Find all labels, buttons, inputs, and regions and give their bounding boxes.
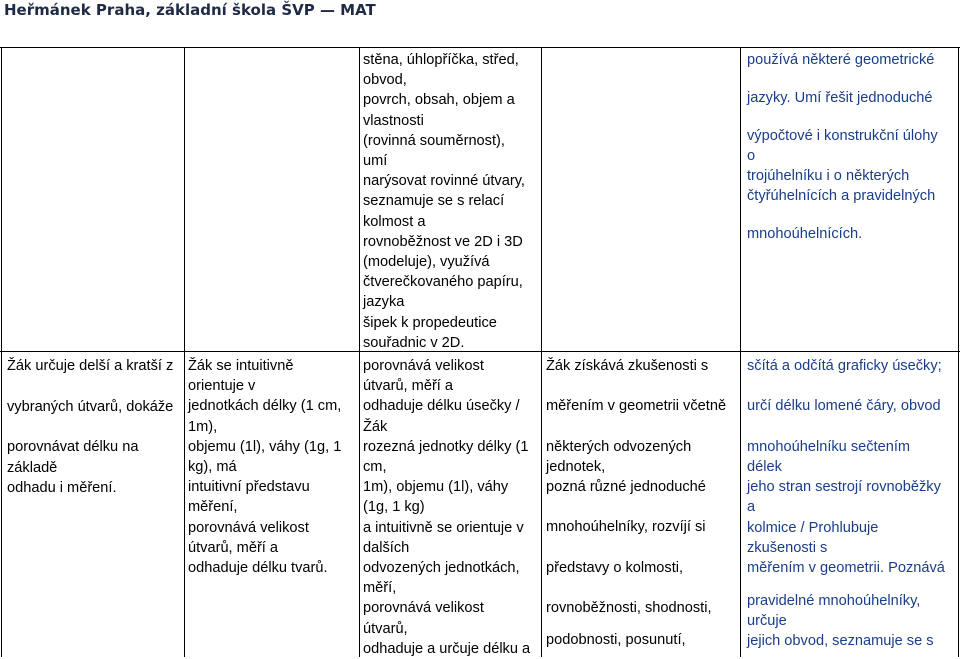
cell-bottom-col2 [188, 356, 341, 578]
cell-line: narýsovat rovinné útvary, [363, 173, 525, 190]
cell-line: Žák určuje delší a kratší z [7, 358, 174, 374]
cell-bottom-col1 [7, 356, 173, 499]
cell-line: výpočtové i konstrukční úlohy [747, 128, 938, 144]
cell-line: útvarů, [363, 620, 408, 637]
cell-line: 1m), [188, 418, 218, 435]
cell-line: a [747, 499, 756, 516]
cell-line: čtverečkovaného papíru, [363, 274, 523, 291]
cell-line: Žák získává zkušenosti s [546, 358, 709, 374]
cell-line: jednotek, [546, 458, 606, 475]
cell-line: kolmice / Prohlubuje [747, 519, 879, 536]
cell-line: jeho stran sestrojí rovnoběžky [747, 479, 941, 496]
cell-line: Žák se intuitivně [188, 358, 294, 374]
cell-line: pravidelné mnohoúhelníky, [747, 592, 921, 609]
cell-line: souřadnic v 2D. [363, 334, 465, 351]
cell-line: kolmost a [363, 213, 426, 230]
column-divider-1 [184, 47, 185, 657]
cell-line: porovnává velikost [363, 358, 484, 374]
cell-line: umí [363, 153, 388, 170]
document-title: Heřmánek Praha, základní škola ŠVP — MAT [4, 1, 376, 19]
cell-line: a intuitivně se orientuje v [363, 519, 524, 536]
cell-line: rozezná jednotky délky (1 [363, 438, 529, 455]
cell-line: jazyka [363, 294, 405, 311]
cell-line: odvozených jednotkách, [363, 560, 520, 577]
cell-bottom-col4 [546, 356, 726, 651]
cell-line: mnohoúhelníky, rozvíjí si [546, 519, 706, 536]
cell-line: objemu (1l), váhy (1g, 1 [188, 438, 342, 455]
cell-line: měřením v geometrii včetně [546, 398, 727, 415]
cell-line: jednotkách délky (1 cm, [188, 398, 342, 415]
column-divider-2 [359, 47, 360, 657]
cell-line: (1g, 1 kg) [363, 499, 425, 516]
cell-line: Žák [363, 418, 388, 435]
cell-line: měřením v geometrii. Poznává [747, 560, 945, 577]
cell-line: odhaduje a určuje délku a [363, 640, 531, 657]
cell-line: rovnoběžnost ve 2D i 3D [363, 233, 523, 250]
cell-line: jejich obvod, seznamuje se s [747, 633, 934, 650]
cell-line: kg), má [188, 459, 237, 476]
cell-bottom-col3 [363, 356, 530, 659]
cell-line: sčítá a odčítá graficky úsečky; [747, 358, 942, 374]
table-right-border [958, 47, 959, 657]
column-divider-3 [541, 47, 542, 657]
cell-line: rovnoběžnosti, shodnosti, [546, 600, 712, 617]
cell-line: podobnosti, posunutí, [546, 632, 686, 649]
cell-line: vlastnosti [363, 112, 424, 129]
cell-line: intuitivní představu [188, 479, 310, 496]
cell-line: základě [7, 459, 58, 476]
cell-line: určí délku lomené čáry, obvod [747, 398, 941, 415]
cell-line: trojúhelníku i o některých [747, 168, 910, 184]
cell-line: zkušenosti s [747, 540, 828, 557]
table-top-border [0, 47, 960, 48]
cell-line: šipek k propedeutice [363, 314, 497, 331]
cell-line: porovnává velikost [363, 600, 484, 617]
cell-line: používá některé geometrické [747, 52, 935, 68]
cell-top-col3 [363, 50, 525, 353]
cell-line: seznamuje se s relací [363, 193, 505, 210]
cell-line: mnohoúhelníku sečtením [747, 438, 911, 455]
cell-line: čtyřúhelnících a pravidelných [747, 188, 936, 204]
cell-line: měří, [363, 580, 397, 597]
cell-line: 1m), objemu (1l), váhy [363, 479, 509, 496]
cell-line: útvarů, měří a [188, 539, 279, 556]
cell-line: o [747, 148, 756, 164]
cell-line: některých odvozených [546, 438, 692, 455]
cell-line: povrch, obsah, objem a [363, 92, 515, 109]
cell-line: odhaduje délku úsečky / [363, 398, 520, 415]
cell-line: odhadu i měření. [7, 480, 117, 496]
cell-line: porovnává velikost [188, 519, 309, 536]
cell-line: vybraných útvarů, dokáže [7, 398, 174, 415]
cell-bottom-col5 [747, 356, 945, 652]
column-divider-4 [740, 47, 741, 657]
cell-line: délek [747, 458, 782, 475]
cell-line: (rovinná souměrnost), [363, 132, 505, 149]
cell-line: představy o kolmosti, [546, 559, 684, 576]
cell-line: (modeluje), využívá [363, 254, 490, 271]
cell-line: orientuje v [188, 378, 256, 395]
cell-top-col5 [747, 50, 938, 244]
cell-line: dalších [363, 539, 410, 556]
cell-line: cm, [363, 459, 387, 476]
cell-line: obvod, [363, 72, 407, 89]
cell-line: porovnávat délku na [7, 439, 139, 455]
cell-line: stěna, úhlopříčka, střed, [363, 52, 519, 68]
cell-line: určuje [747, 612, 787, 629]
cell-line: pozná různé jednoduché [546, 479, 706, 496]
cell-line: mnohoúhelnících. [747, 226, 863, 242]
cell-line: měření, [188, 499, 238, 516]
cell-line: jazyky. Umí řešit jednoduché [747, 90, 933, 106]
table-left-border [1, 47, 2, 657]
cell-line: útvarů, měří a [363, 378, 454, 395]
cell-line: odhaduje délku tvarů. [188, 560, 328, 577]
